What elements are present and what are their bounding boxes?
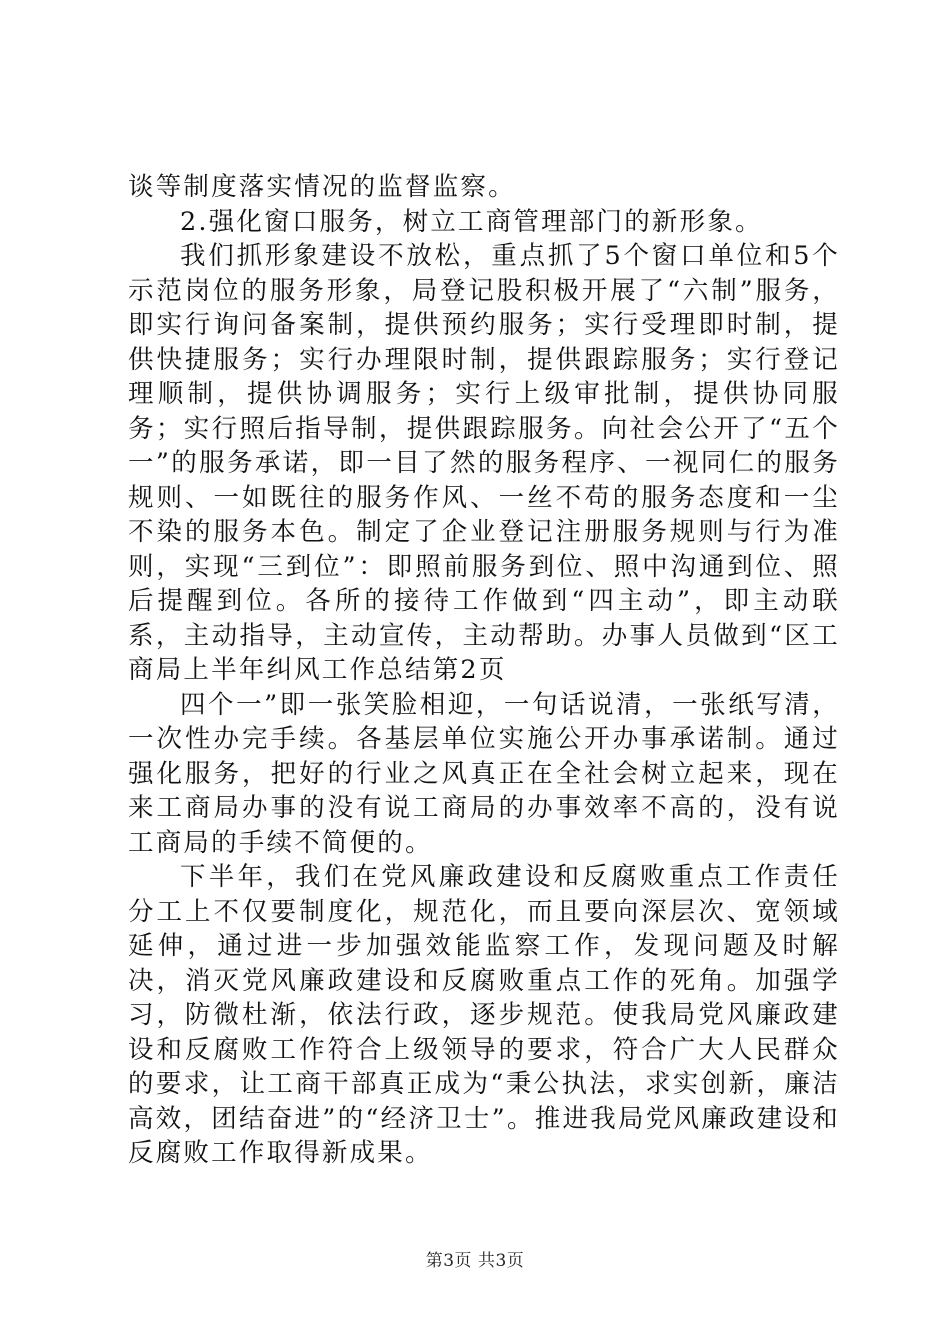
paragraph-four-ones: 四个一”即一张笑脸相迎，一句话说清，一张纸写清，一次性办完手续。各基层单位实施公开办事承诺制。通过强化服务，把好的行业之风真正在全社会树立起来，现在来工商局办事的没有说工商局的办事效率不高的，没有说工商局的手续不简便的。 — [128, 689, 840, 858]
document-body — [128, 170, 840, 1171]
paragraph-continuation: 谈等制度落实情况的监督监察。 — [128, 172, 516, 202]
paragraph-second-half-year: 下半年，我们在党风廉政建设和反腐败重点工作责任分工上不仅要制度化，规范化，而且要向深层次、宽领域延伸，通过进一步加强效能监察工作，发现问题及时解决，消灭党风廉政建设和反腐败重点工作的死角。加强学习，防微杜渐，依法行政，逐步规范。使我局党风廉政建设和反腐败工作符合上级领导的要求，符合广大人民群众的要求，让工商干部真正成为“秉公执法，求实创新，廉洁高效，团结奋进”的“经济卫士”。推进我局党风廉政建设和反腐败工作取得新成果。 — [128, 862, 840, 1168]
section-heading-2: 2.强化窗口服务，树立工商管理部门的新形象。 — [180, 206, 763, 237]
page-number-footer: 第3页 共3页 — [425, 1251, 525, 1271]
paragraph-service-image: 我们抓形象建设不放松，重点抓了5个窗口单位和5个示范岗位的服务形象，局登记股积极开展了“六制”服务，即实行询问备案制，提供预约服务；实行受理即时制，提供快捷服务；实行办理限时制，提供跟踪服务；实行登记理顺制，提供协调服务；实行上级审批制，提供协同服务；实行照后指导制，提供跟踪服务。向社会公开了“五个一”的服务承诺，即一目了然的服务程序、一视同仁的服务规则、一如既往的服务作风、一丝不苟的服务态度和一尘不染的服务本色。制定了企业登记注册服务规则与行为准则，实现“三到位”：即照前服务到位、照中沟通到位、照后提醒到位。各所的接待工作做到“四主动”，即主动联系，主动指导，主动宣传，主动帮助。办事人员做到“区工商局上半年纠风工作总结第2页 — [128, 241, 840, 685]
